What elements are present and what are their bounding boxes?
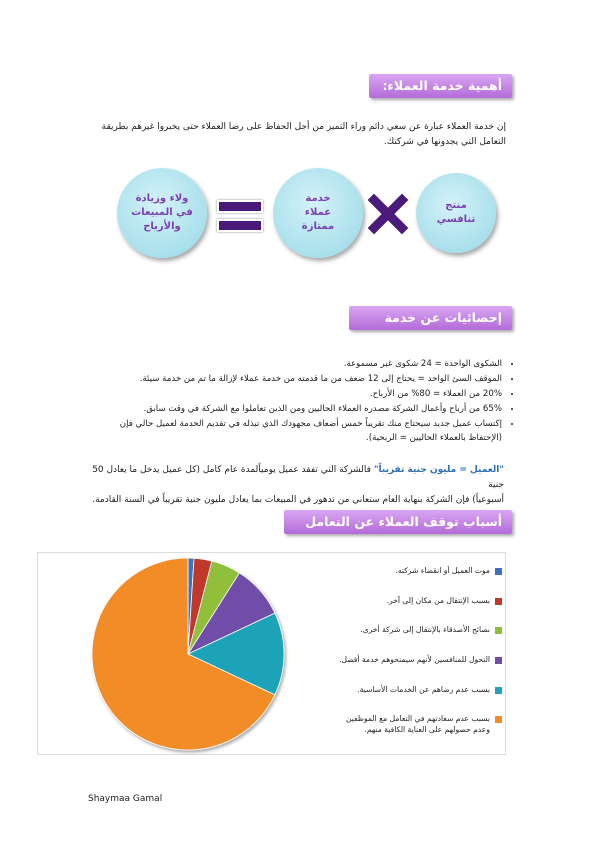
service-circle-line: ممتازة xyxy=(301,221,335,232)
legend-swatch xyxy=(495,657,502,664)
legend-label: بسبب عدم سعادتهم في التعامل مع الموظفين وعدم حصولهم على العناية الكافية منهم. xyxy=(346,714,490,734)
intro-line: التعامل التي يجدونها في شركتك. xyxy=(383,137,506,147)
service-circle-line: خدمة xyxy=(305,193,331,204)
intro-line: إن خدمة العملاء عبارة عن سعي دائم وراء التميز من أجل الحفاظ على رضا العملاء حتى يخبروا غيرهم بطريقة xyxy=(101,122,506,132)
legend-label: التحول للمنافسين لأنهم سيمنحوهم خدمة أفضل. xyxy=(339,655,490,664)
list-item: • 20% من العملاء = 80% من الأرباح. xyxy=(92,387,502,401)
legend-item xyxy=(330,714,490,735)
legend-swatch xyxy=(495,598,502,605)
customer-line: أسبوعياً) فإن الشركة بنهاية العام ستعاني من تدهور في المبيعات بما يعادل مليون جنية تقريباً في السنة القادمة. xyxy=(92,495,504,505)
legend-label: بسبب عدم رضاهم عن الخدمات الأساسية. xyxy=(357,685,490,694)
legend-item xyxy=(330,625,490,636)
result-circle-line: ولاء وزيادة xyxy=(135,193,189,204)
legend-item xyxy=(330,566,490,577)
legend-swatch xyxy=(495,627,502,634)
list-item-text: (الإحتفاظ بالعملاء الحاليين = الربحية). xyxy=(366,433,502,443)
legend-label: موت العميل أو انقضاء شركته. xyxy=(395,566,490,575)
result-circle-line: في المبيعات xyxy=(131,207,193,218)
footer-author: Shaymaa Gamal xyxy=(88,794,163,804)
section-title-reasons: أسباب توقف العملاء عن التعامل مع الشركة: xyxy=(284,510,512,534)
pie-slices xyxy=(92,558,284,750)
service-circle-line: عملاء xyxy=(304,207,332,218)
section-title-importance: أهمية خدمة العملاء: xyxy=(369,74,512,98)
section-title-stats: إحصائيات عن خدمة العملاء: xyxy=(349,306,512,330)
list-item: • الموقف السئ الواحد = يحتاج إلى 12 ضعف من ما قدمته من خدمة عملاء لإزالة ما تم من خدمة سيئة. xyxy=(92,372,502,386)
legend-item xyxy=(330,655,490,666)
legend-swatch xyxy=(495,716,502,723)
list-item: • الشكوى الواحدة = 24 شكوى غير مسموعة. xyxy=(92,357,502,371)
legend-item xyxy=(330,685,490,696)
legend-swatch xyxy=(495,568,502,575)
list-item: • 65% من أرباح وأعمال الشركة مصدره العملاء الحاليين ومن الذين تعاملوا مع الشركة في وقت سابق. xyxy=(92,402,502,416)
legend-label: بسبب الإنتقال من مكان إلى آخر. xyxy=(386,596,490,605)
legend-swatch xyxy=(495,687,502,694)
result-circle-line: والأرباح xyxy=(143,221,181,232)
product-circle-line: تنافسي xyxy=(436,214,476,225)
legend-item xyxy=(330,596,490,607)
legend-label: نصائح الأصدقاء بالإنتقال إلى شركة أخرى. xyxy=(360,625,490,634)
customer-highlight: "العميل = مليون جنية تقريباً" xyxy=(373,465,504,475)
customer-text: فالشركة التي تفقد عميل يومياًلمدة عام كامل (كل عميل يدخل ما يعادل 50 جنية xyxy=(92,465,504,490)
product-circle-line: منتج xyxy=(445,200,467,211)
list-item-text: إكتساب عميل جديد سيحتاج منك تقريباً خمس أضعاف مجهودك الذي تبذله في تقديم الخدمة لعميل حالي فإن xyxy=(119,419,502,429)
